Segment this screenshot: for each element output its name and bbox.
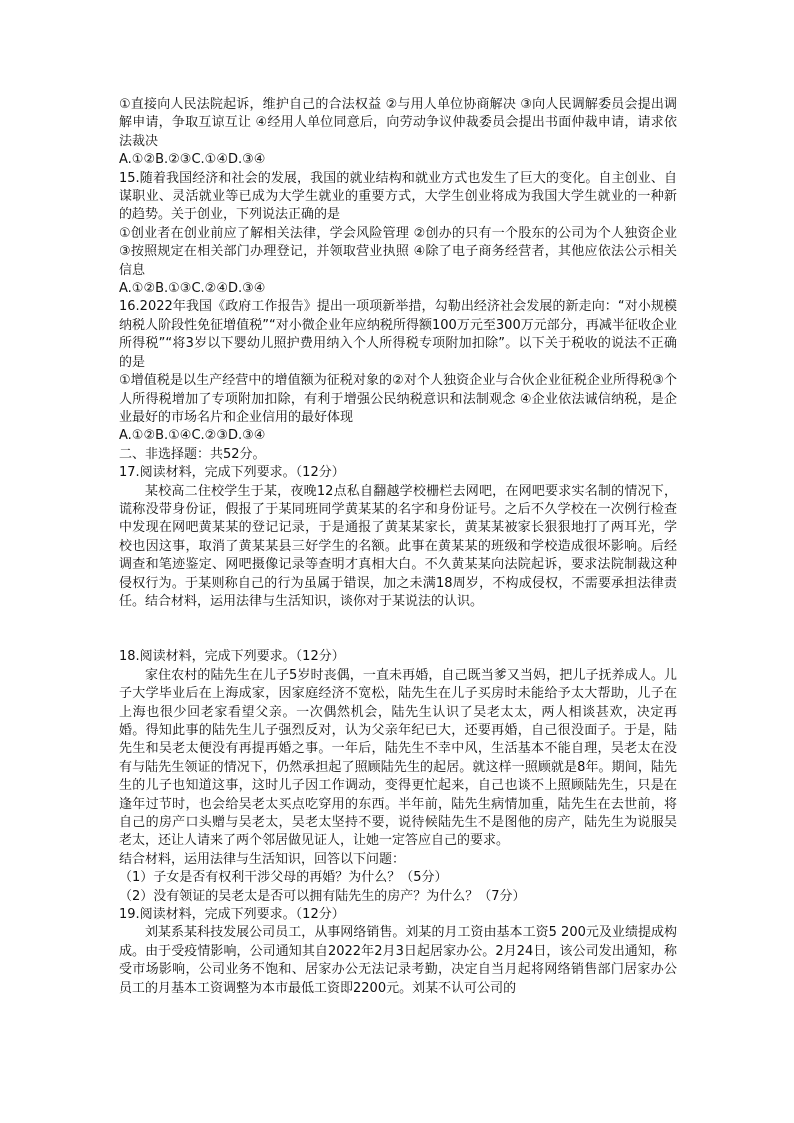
answer-space bbox=[119, 611, 677, 648]
q16-statement: ①增值税是以生产经营中的增值额为征税对象的②对个人独资企业与合伙企业征税企业所得税③个人所得税增加了专项附加扣除，有利于增强公民纳税意识和法制观念 ④企业依法诚信纳税，是企业最好的市场名片和企业信用的最好体现 bbox=[119, 373, 677, 425]
q18-sub1: （1）子女是否有权利干涉父母的再婚？为什么？（5分） bbox=[119, 870, 448, 886]
q16-stem: 16.2022年我国《政府工作报告》提出一项项新举措，勾勒出经济社会发展的新走向：“对小规模纳税人阶段性免征增值税”“对小微企业年应纳税所得额100万元至300万元部分，再减半征收企业所得税”“将3岁以下婴幼儿照护费用纳入个人所得税专项附加扣除”。以下关于税收的说法不正确的是 bbox=[119, 299, 677, 370]
q15-options: A.①②B.①③C.②④D.③④ bbox=[119, 281, 266, 297]
q18-title: 18.阅读材料，完成下列要求。（12分） bbox=[119, 649, 345, 665]
q15-stem: 15.随着我国经济和社会的发展，我国的就业结构和就业方式也发生了巨大的变化。自主创业、自谋职业、灵活就业等已成为大学生就业的重要方式，大学生创业将成为我国大学生就业的一种新的趋势。关于创业，下列说法正确的是 bbox=[119, 170, 677, 223]
q19-title: 19.阅读材料，完成下列要求。（12分） bbox=[119, 907, 345, 923]
q16-options: A.①②B.①④C.②③D.③④ bbox=[119, 428, 266, 444]
q14-options: A.①②B.②③C.①④D.③④ bbox=[119, 152, 266, 168]
q18-material: 家住农村的陆先生在儿子5岁时丧偶，一直未再婚，自己既当爹又当妈，把儿子抚养成人。儿子大学毕业后在上海成家，因家庭经济不宽松，陆先生在儿子买房时未能给予太大帮助，儿子在上海也很少回老家看望父亲。一次偶然机会，陆先生认识了吴老太太，两人相谈甚欢，决定再婚。得知此事的陆先生儿子强烈反对，认为父亲年纪已大，还要再婚，自己很没面子。于是，陆先生和吴老太便没有再提再婚之事。一年后，陆先生不幸中风，生活基本不能自理，吴老太在没有与陆先生领证的情况下，仍然承担起了照顾陆先生的起居。就这样一照顾就是8年。期间，陆先生的儿子也知道这事，这时儿子因工作调动，变得更忙起来，自己也谈不上照顾陆先生，只是在逢年过节时，也会给吴老太买点吃穿用的东西。半年前，陆先生病情加重，陆先生在去世前，将自己的房产口头赠与吴老太，吴老太坚持不要，说待候陆先生不是图他的房产，陆先生为说服吴老太，还让人请来了两个邻居做见证人，让她一定答应自己的要求。 bbox=[119, 667, 677, 849]
exam-page bbox=[119, 96, 677, 998]
q17-title: 17.阅读材料，完成下列要求。（12分） bbox=[119, 465, 345, 481]
section-heading: 二、非选择题：共52分。 bbox=[119, 446, 266, 462]
q17-material: 某校高二住校学生于某，夜晚12点私自翻越学校栅栏去网吧，在网吧要求实名制的情况下，谎称没带身份证，假报了于某同班同学黄某某的名字和身份证号。之后不久学校在一次例行检查中发现在网吧黄某某的登记记录，于是通报了黄某某家长，黄某某被家长狠狠地打了两耳光，学校也因这事，取消了黄某某县三好学生的名额。此事在黄某某的班级和学校造成很坏影响。后经调查和笔迹鉴定、网吧摄像记录等查明才真相大白。不久黄某某向法院起诉，要求法院制裁这种侵权行为。于某则称自己的行为虽属于错误，加之未满18周岁，不构成侵权，不需要承担法律责任。结合材料，运用法律与生活知识，谈你对于某说法的认识。 bbox=[119, 483, 677, 609]
q15-statement: ①创业者在创业前应了解相关法律，学会风险管理 ②创办的只有一个股东的公司为个人独资企业③按照规定在相关部门办理登记，并领取营业执照 ④除了电子商务经营者，其他应依法公示相关信息 bbox=[119, 225, 677, 278]
q18-sub2: （2）没有领证的吴老太是否可以拥有陆先生的房产？为什么？（7分） bbox=[119, 888, 526, 904]
q18-prompt: 结合材料，运用法律与生活知识，回答以下问题： bbox=[119, 851, 406, 867]
q14-statement: ①直接向人民法院起诉，维护自己的合法权益 ②与用人单位协商解决 ③向人民调解委员会提出调解申请，争取互谅互让 ④经用人单位同意后，向劳动争议仲裁委员会提出书面仲裁申请，请求依法裁决 bbox=[119, 97, 677, 149]
q19-material: 刘某系某科技发展公司员工，从事网络销售。刘某的月工资由基本工资5 200元及业绩提成构成。由于受疫情影响，公司通知其自2022年2月3日起居家办公。2月24日，该公司发出通知，称受市场影响，公司业务不饱和、居家办公无法记录考勤，决定自当月起将网络销售部门居家办公员工的月基本工资调整为本市最低工资即2200元。刘某不认可公司的 bbox=[119, 925, 677, 996]
